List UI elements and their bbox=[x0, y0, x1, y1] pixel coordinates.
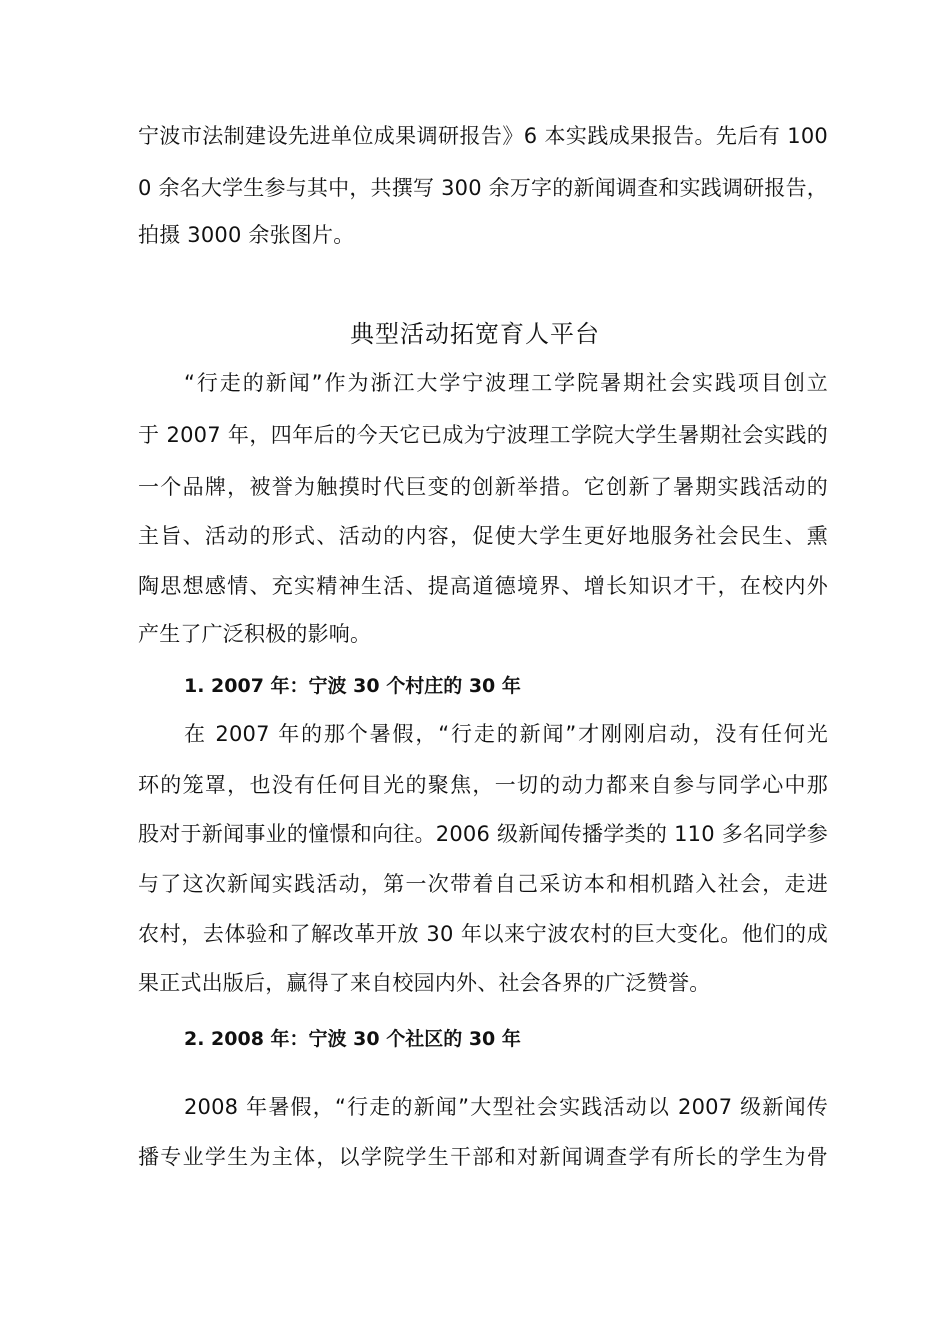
intro-line-2: 0 余名大学生参与其中，共撰写 300 余万字的新闻调查和实践调研报告， bbox=[138, 176, 828, 200]
para2-line-1: 在 2007 年的那个暑假，“行走的新闻”才刚刚启动，没有任何光 bbox=[184, 722, 828, 746]
para2-line-6: 果正式出版后，赢得了来自校园内外、社会各界的广泛赞誉。 bbox=[138, 971, 711, 995]
para1-line-5: 陶思想感情、充实精神生活、提高道德境界、增长知识才干，在校内外 bbox=[138, 574, 828, 598]
intro-line-3: 拍摄 3000 余张图片。 bbox=[138, 223, 355, 247]
para1-line-1: “行走的新闻”作为浙江大学宁波理工学院暑期社会实践项目创立 bbox=[184, 371, 828, 395]
para1-line-2: 于 2007 年，四年后的今天它已成为宁波理工学院大学生暑期社会实践的 bbox=[138, 423, 828, 447]
para2-line-5: 农村，去体验和了解改革开放 30 年以来宁波农村的巨大变化。他们的成 bbox=[138, 922, 828, 946]
para3-line-2: 播专业学生为主体，以学院学生干部和对新闻调查学有所长的学生为骨 bbox=[138, 1145, 828, 1169]
para2-line-3: 股对于新闻事业的憧憬和向往。2006 级新闻传播学类的 110 多名同学参 bbox=[138, 822, 828, 846]
para2-line-4: 与了这次新闻实践活动，第一次带着自己采访本和相机踏入社会，走进 bbox=[138, 872, 828, 896]
para1-line-3: 一个品牌，被誉为触摸时代巨变的创新举措。它创新了暑期实践活动的 bbox=[138, 475, 828, 499]
para3-line-1: 2008 年暑假，“行走的新闻”大型社会实践活动以 2007 级新闻传 bbox=[184, 1095, 828, 1119]
subheading-2007: 1. 2007 年：宁波 30 个村庄的 30 年 bbox=[184, 675, 521, 697]
para1-line-6: 产生了广泛积极的影响。 bbox=[138, 622, 372, 646]
para1-line-4: 主旨、活动的形式、活动的内容，促使大学生更好地服务社会民生、熏 bbox=[138, 524, 828, 548]
subheading-2008: 2. 2008 年：宁波 30 个社区的 30 年 bbox=[184, 1028, 521, 1050]
intro-line-1: 宁波市法制建设先进单位成果调研报告》6 本实践成果报告。先后有 100 bbox=[138, 124, 828, 148]
section-title: 典型活动拓宽育人平台 bbox=[350, 320, 600, 348]
para2-line-2: 环的笼罩，也没有任何目光的聚焦，一切的动力都来自参与同学心中那 bbox=[138, 773, 828, 797]
